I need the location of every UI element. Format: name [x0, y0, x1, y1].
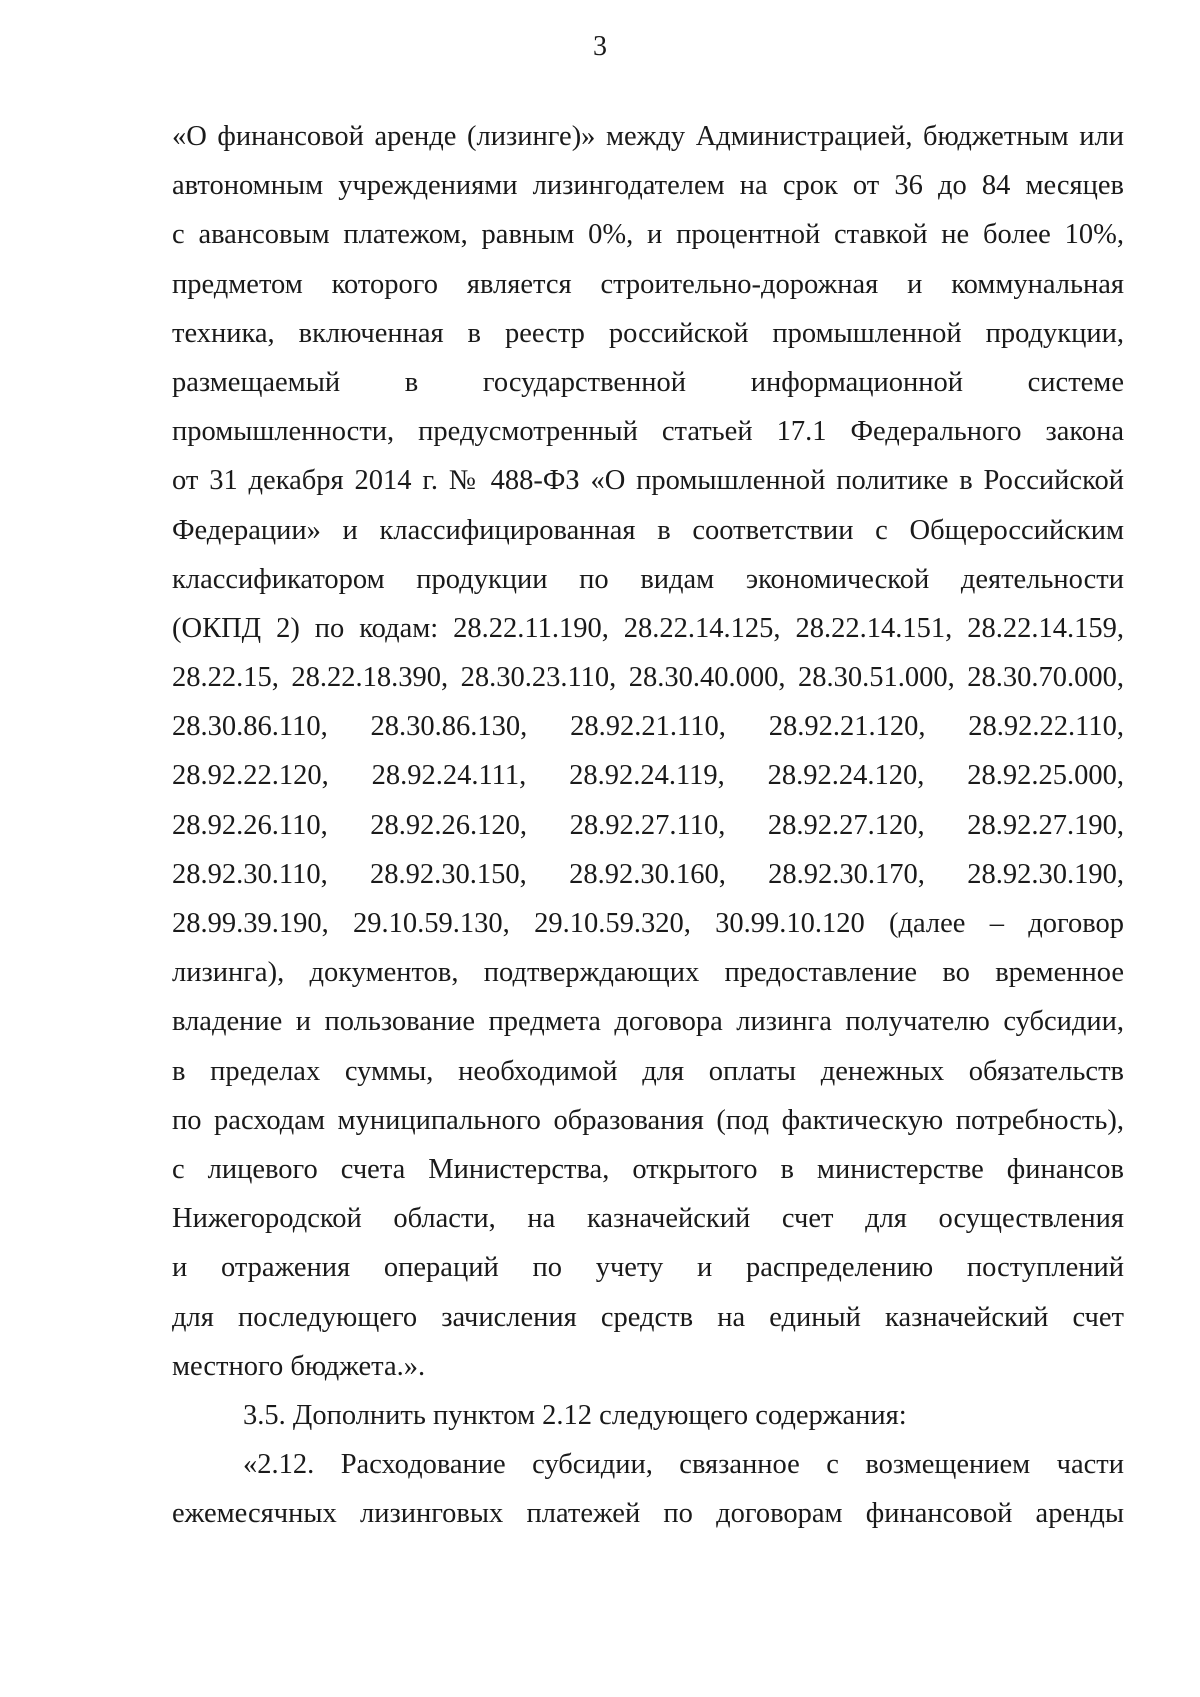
text-line: лизинга), документов, подтверждающих предоставление во временное	[172, 957, 1124, 989]
text-line: Федерации» и классифицированная в соответствии с Общероссийским	[172, 514, 1124, 546]
text-line: Нижегородской области, на казначейский счет для осуществления	[172, 1203, 1124, 1235]
document-body	[172, 112, 1124, 1538]
paragraph-clause-2-12	[172, 1440, 1124, 1538]
text-line: 28.22.15, 28.22.18.390, 28.30.23.110, 28.30.40.000, 28.30.51.000, 28.30.70.000,	[172, 662, 1124, 694]
text-line: 28.92.30.110, 28.92.30.150, 28.92.30.160, 28.92.30.170, 28.92.30.190,	[172, 858, 1124, 890]
text-line: предметом которого является строительно-дорожная и коммунальная	[172, 268, 1124, 300]
text-line: и отражения операций по учету и распределению поступлений	[172, 1252, 1124, 1284]
text-line: владение и пользование предмета договора лизинга получателю субсидии,	[172, 1006, 1124, 1038]
text-line: 28.92.26.110, 28.92.26.120, 28.92.27.110, 28.92.27.120, 28.92.27.190,	[172, 809, 1124, 841]
text-line: местного бюджета.».	[172, 1350, 426, 1382]
paragraph-leasing-terms	[172, 112, 1124, 1391]
page-number: 3	[593, 31, 607, 62]
text-line: с авансовым платежом, равным 0%, и процентной ставкой не более 10%,	[172, 219, 1124, 251]
paragraph-amendment-3-5	[172, 1391, 1124, 1440]
text-line: (ОКПД 2) по кодам: 28.22.11.190, 28.22.14.125, 28.22.14.151, 28.22.14.159,	[172, 612, 1124, 644]
text-line: с лицевого счета Министерства, открытого в министерстве финансов	[172, 1153, 1124, 1185]
text-line: 3.5. Дополнить пунктом 2.12 следующего содержания:	[243, 1399, 907, 1431]
text-line: размещаемый в государственной информационной системе	[172, 366, 1124, 398]
text-line: промышленности, предусмотренный статьей 17.1 Федерального закона	[172, 416, 1124, 448]
text-line: классификатором продукции по видам экономической деятельности	[172, 563, 1124, 595]
text-line: 28.99.39.190, 29.10.59.130, 29.10.59.320, 30.99.10.120 (далее – договор	[172, 908, 1124, 939]
text-line: 28.92.22.120, 28.92.24.111, 28.92.24.119, 28.92.24.120, 28.92.25.000,	[172, 760, 1124, 792]
text-line: в пределах суммы, необходимой для оплаты денежных обязательств	[172, 1055, 1124, 1087]
text-line: техника, включенная в реестр российской промышленной продукции,	[172, 317, 1124, 349]
text-line: для последующего зачисления средств на единый казначейский счет	[172, 1301, 1124, 1333]
text-line: 28.30.86.110, 28.30.86.130, 28.92.21.110, 28.92.21.120, 28.92.22.110,	[172, 711, 1124, 743]
text-line: «2.12. Расходование субсидии, связанное с возмещением части	[243, 1449, 1124, 1481]
text-line: автономным учреждениями лизингодателем на срок от 36 до 84 месяцев	[172, 170, 1124, 202]
text-line: ежемесячных лизинговых платежей по договорам финансовой аренды	[172, 1498, 1124, 1530]
text-line: по расходам муниципального образования (под фактическую потребность),	[172, 1104, 1124, 1136]
text-line: от 31 декабря 2014 г. № 488-ФЗ «О промышленной политике в Российской	[172, 465, 1124, 497]
text-line: «О финансовой аренде (лизинге)» между Администрацией, бюджетным или	[172, 121, 1124, 152]
